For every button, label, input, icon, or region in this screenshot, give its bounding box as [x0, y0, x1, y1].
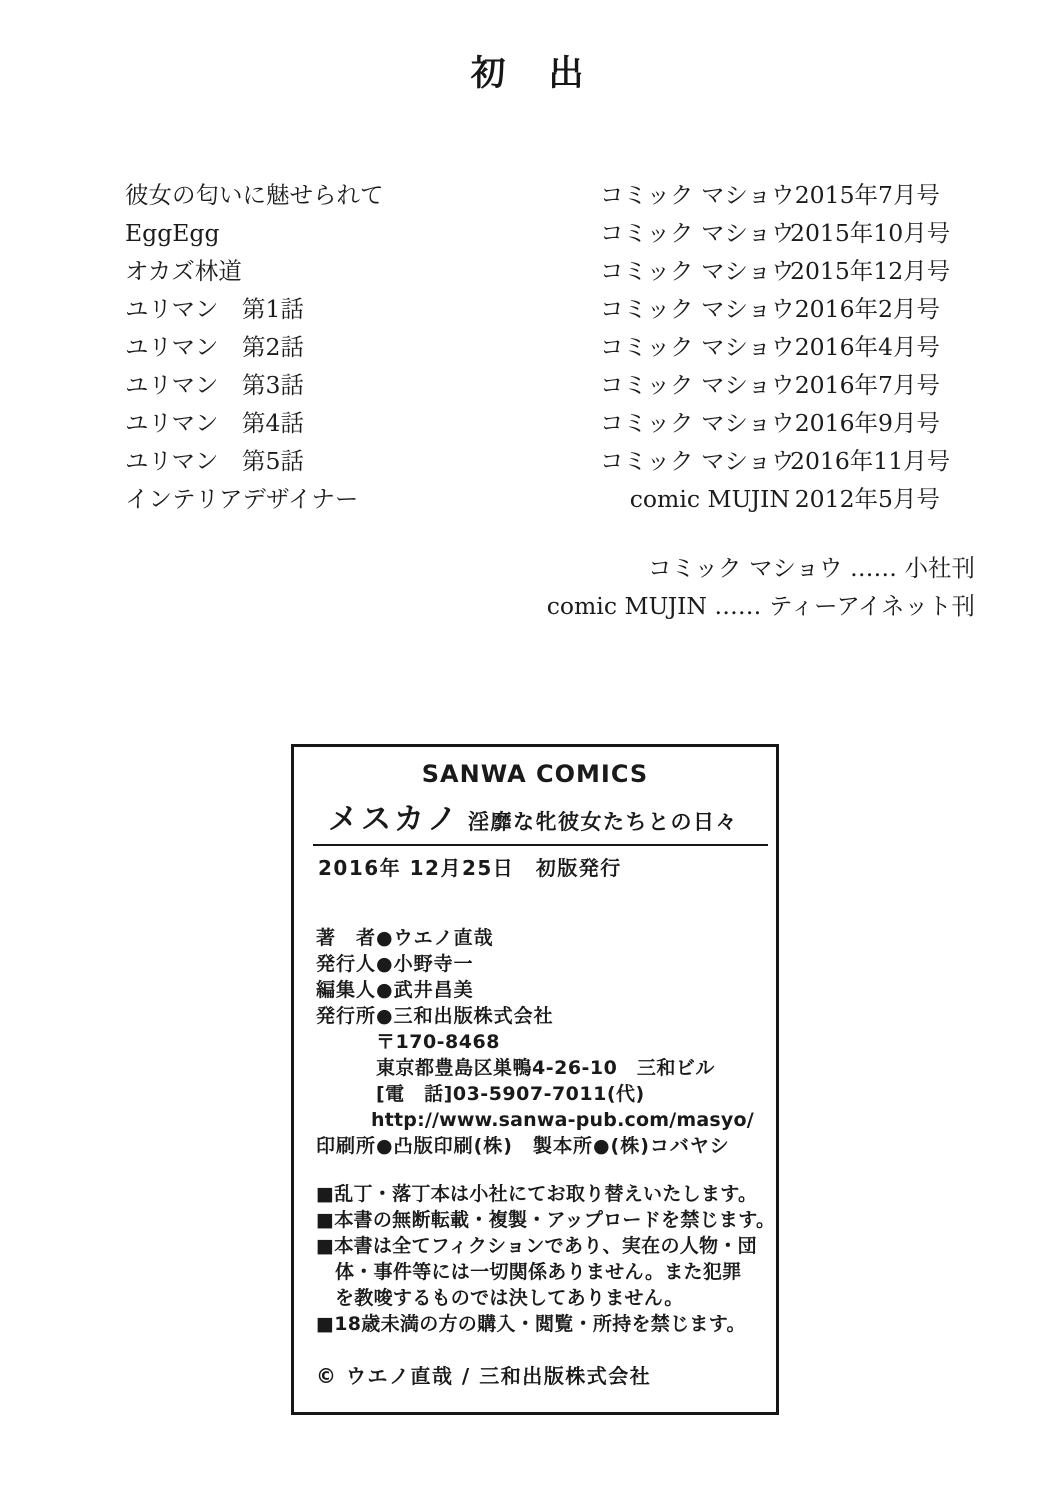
editor-line: 編集人●武井昌美 — [316, 979, 474, 1001]
page-title: 初 出 — [470, 53, 588, 94]
issue-date: 2016年7月号 — [794, 371, 940, 399]
work-title: インテリアデザイナー — [125, 485, 359, 513]
work-title: オカズ林道 — [125, 257, 242, 285]
publication-row — [125, 290, 940, 328]
work-title: ユリマン 第5話 — [125, 447, 304, 475]
issue-date: 2016年9月号 — [794, 409, 940, 437]
issue-date: 2016年11月号 — [790, 447, 951, 475]
work-title: ユリマン 第1話 — [125, 295, 304, 323]
book-title: メスカノ — [328, 802, 460, 837]
address-line: 東京都豊島区巣鴨4-26-10 三和ビル — [376, 1057, 715, 1079]
issue-date: 2016年4月号 — [794, 333, 940, 361]
publication-list — [125, 176, 951, 518]
work-title: ユリマン 第4話 — [125, 409, 304, 437]
issue-date: 2015年10月号 — [790, 219, 951, 247]
publisher-person-line: 発行人●小野寺一 — [316, 953, 474, 975]
postal-code: 〒170-8468 — [376, 1031, 500, 1053]
magazine-name: コミック マショウ — [600, 333, 795, 361]
imprint-brand: SANWA COMICS — [421, 760, 649, 788]
legend-line-mashou: コミック マショウ …… 小社刊 — [648, 554, 975, 582]
title-divider — [313, 844, 768, 846]
issue-date: 2012年5月号 — [794, 485, 940, 513]
colophon-box — [291, 744, 779, 1415]
magazine-name: コミック マショウ — [600, 409, 795, 437]
publication-row — [125, 442, 951, 480]
author-line: 著 者●ウエノ直哉 — [316, 927, 494, 949]
magazine-name: コミック マショウ — [600, 181, 795, 209]
magazine-name: コミック マショウ — [600, 257, 795, 285]
magazine-name: コミック マショウ — [600, 447, 795, 475]
work-title: ユリマン 第2話 — [125, 333, 304, 361]
edition-date: 2016年 12月25日 初版発行 — [318, 856, 622, 880]
phone-line: [電 話]03-5907-7011(代) — [376, 1083, 645, 1105]
notice-line: ■本書は全てフィクションであり、実在の人物・団 — [316, 1235, 757, 1257]
publication-row — [125, 328, 940, 366]
notices-block — [316, 1181, 776, 1337]
publication-row — [125, 214, 951, 252]
magazine-name: comic MUJIN — [629, 485, 790, 513]
work-title: 彼女の匂いに魅せられて — [125, 181, 384, 209]
magazine-name: コミック マショウ — [600, 219, 795, 247]
notice-line: ■乱丁・落丁本は小社にてお取り替えいたします。 — [316, 1183, 758, 1205]
legend-line-mujin: comic MUJIN …… ティーアイネット刊 — [546, 592, 975, 620]
issue-date: 2015年7月号 — [794, 181, 940, 209]
magazine-name: コミック マショウ — [600, 371, 795, 399]
magazine-name: コミック マショウ — [600, 295, 795, 323]
work-title: ユリマン 第3話 — [125, 371, 304, 399]
book-title-row — [328, 801, 766, 839]
website-url: http://www.sanwa-pub.com/masyo/ — [371, 1109, 754, 1131]
copyright-line: © ウエノ直哉 / 三和出版株式会社 — [316, 1364, 652, 1388]
notice-line: 体・事件等には一切関係ありません。また犯罪 — [335, 1261, 742, 1283]
issue-date: 2016年2月号 — [794, 295, 940, 323]
publication-row — [125, 252, 951, 290]
publication-row — [125, 366, 940, 404]
work-title: EggEgg — [125, 219, 220, 247]
publisher-company-line: 発行所●三和出版株式会社 — [316, 1005, 554, 1027]
notice-line: を教唆するものでは決してありません。 — [335, 1287, 684, 1309]
credits-block — [316, 925, 776, 1159]
publication-row — [125, 176, 940, 214]
issue-date: 2015年12月号 — [790, 257, 951, 285]
publisher-legend — [125, 549, 975, 625]
book-subtitle: 淫靡な牝彼女たちとの日々 — [468, 809, 738, 834]
printer-line: 印刷所●凸版印刷(株) 製本所●(株)コバヤシ — [316, 1135, 730, 1157]
notice-line: ■本書の無断転載・複製・アップロードを禁じます。 — [316, 1209, 776, 1231]
notice-line: ■18歳未満の方の購入・閲覧・所持を禁じます。 — [316, 1313, 746, 1335]
publication-row — [125, 404, 940, 442]
publication-row — [125, 480, 940, 518]
